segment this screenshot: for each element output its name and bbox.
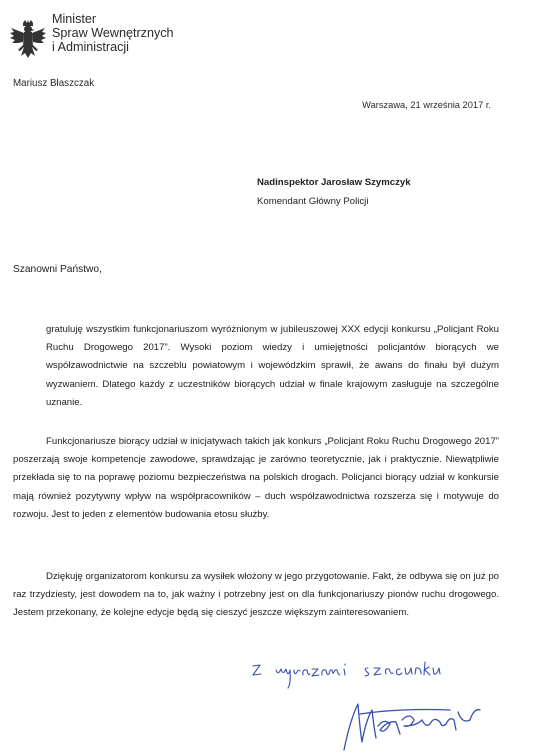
ministry-title: [52, 12, 174, 55]
minister-name: Mariusz Błaszczak: [13, 78, 95, 89]
body-paragraph: Dziękuję organizatorom konkursu za wysiłek włożony w jego przygotowanie. Fakt, że odbywa się on już po raz trzydziesty, jest dowodem na to, jak ważny i potrzebny jest on dla funkcjonariuszy pionów ruchu drogowego. Jestem przekonany, że kolejne edycje będą się cieszyć jeszcze większym zainteresowaniem.: [13, 571, 499, 619]
handwritten-signature-icon: [340, 690, 490, 754]
place-and-date: Warszawa, 21 września 2017 r.: [362, 100, 491, 110]
ministry-line: Minister: [52, 12, 97, 26]
recipient-block: [257, 177, 411, 207]
polish-eagle-emblem-icon: [9, 20, 47, 64]
recipient-name: Nadinspektor Jarosław Szymczyk: [257, 177, 411, 188]
body-paragraph: gratuluję wszystkim funkcjonariuszom wyróżnionym w jubileuszowej XXX edycji konkursu „Policjant Roku Ruchu Drogowego 2017”. Wysoki poziom wiedzy i umiejętności policjantów biorących we współzawodnictwie na szczeblu powiatowym i wojewódzkim sprawił, że awans do finału był dużym wyzwaniem. Dlatego każdy z uczestników biorących udział w finale krajowym zasługuje na szczególne uznanie.: [46, 324, 499, 408]
handwritten-closing: [250, 648, 486, 692]
body-paragraph: Funkcjonariusze biorący udział w inicjatywach takich jak konkurs „Policjant Roku Ruchu Drogowego 2017” poszerzają swoje kompetencje zawodowe, sprawdzając je zarówno teoretycznie, jak i praktycznie. Niewątpliwie przekłada się to na poprawę poziomu bezpieczeństwa na polskich drogach. Policjanci biorący udział w konkursie mają również pozytywny wpływ na współpracowników – duch współzawodnictwa rozszerza się i motywuje do rozwoju. Jest to jeden z elementów budowania etosu służby.: [13, 436, 499, 520]
recipient-role: Komendant Główny Policji: [257, 196, 369, 207]
salutation: Szanowni Państwo,: [13, 264, 102, 275]
ministry-line: Spraw Wewnętrznych: [52, 26, 174, 41]
ministry-line: i Administracji: [52, 40, 129, 55]
